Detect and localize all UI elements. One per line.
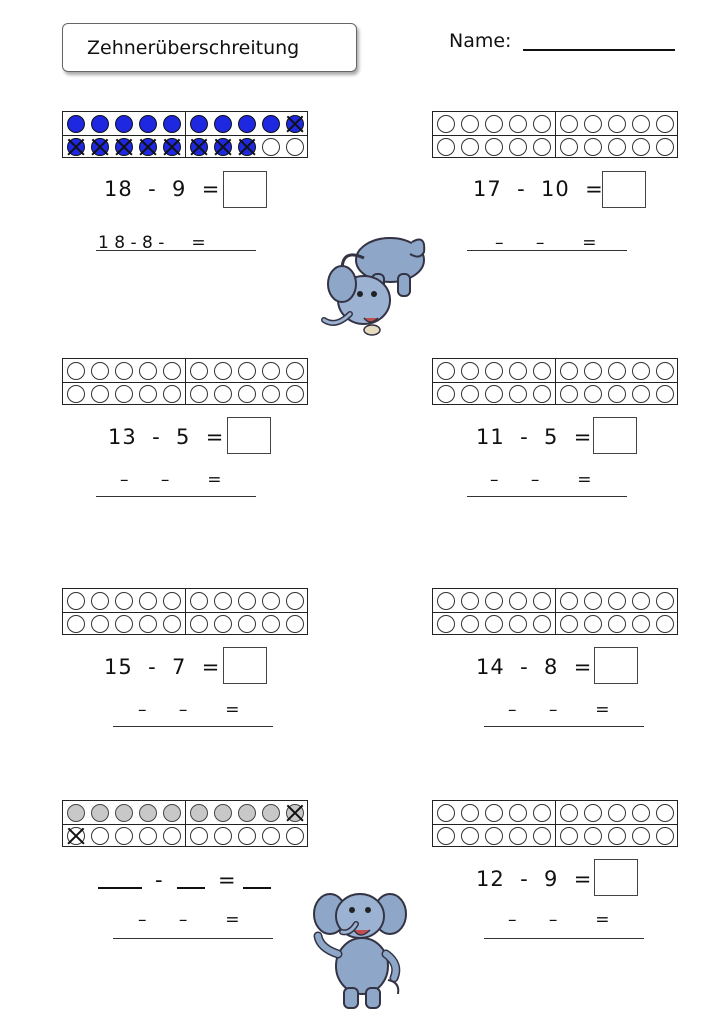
counter-dot: [286, 138, 304, 156]
counter-dot: [632, 827, 650, 845]
counter-dot: [509, 115, 527, 133]
counter-dot: [238, 385, 256, 403]
counter-dot: [238, 804, 256, 822]
counter-dot: [238, 362, 256, 380]
counter-dot: [286, 115, 304, 133]
counter-dot: [190, 615, 208, 633]
counter-dot: [214, 804, 232, 822]
counter-dot: [139, 115, 157, 133]
counter-dot: [67, 615, 85, 633]
counter-dot: [608, 362, 626, 380]
counter-dot: [139, 615, 157, 633]
counter-dot: [584, 615, 602, 633]
counter-dot: [632, 385, 650, 403]
counter-dot: [632, 138, 650, 156]
counter-dot: [656, 138, 674, 156]
equation-1: 18 - 9 =: [104, 177, 221, 201]
counter-dot: [509, 615, 527, 633]
counter-dot: [656, 592, 674, 610]
counter-dot: [214, 615, 232, 633]
counter-dot: [608, 592, 626, 610]
counter-dot: [67, 592, 85, 610]
answer-box-6[interactable]: [594, 647, 638, 684]
counter-dot: [656, 362, 674, 380]
counter-dot: [560, 827, 578, 845]
name-label: Name:: [449, 30, 512, 52]
counter-dot: [286, 592, 304, 610]
counter-dot: [67, 827, 85, 845]
counter-dot: [286, 827, 304, 845]
counter-dot: [461, 804, 479, 822]
counter-dot: [115, 804, 133, 822]
counter-dot: [656, 615, 674, 633]
counter-dot: [262, 615, 280, 633]
counter-dot: [214, 827, 232, 845]
counter-dot: [533, 362, 551, 380]
counter-dot: [115, 592, 133, 610]
counter-dot: [485, 615, 503, 633]
counter-dot: [190, 138, 208, 156]
counter-dot: [437, 385, 455, 403]
counter-dot: [91, 592, 109, 610]
counter-dot: [67, 362, 85, 380]
counter-dot: [262, 385, 280, 403]
counter-dot: [608, 615, 626, 633]
counter-dot: [262, 115, 280, 133]
counter-dot: [437, 592, 455, 610]
counter-dot: [584, 138, 602, 156]
counter-dot: [262, 827, 280, 845]
counter-dot: [67, 138, 85, 156]
counter-dot: [461, 615, 479, 633]
counter-dot: [238, 592, 256, 610]
equation-5: 15 - 7 =: [104, 655, 221, 679]
counter-dot: [584, 385, 602, 403]
counter-dot: [584, 115, 602, 133]
counter-dot: [485, 804, 503, 822]
ten-frame-1: [62, 111, 308, 158]
counter-dot: [139, 827, 157, 845]
work-line-1: 1 8 - 8 - =: [98, 233, 206, 253]
counter-dot: [632, 804, 650, 822]
counter-dot: [509, 804, 527, 822]
equation-4: 11 - 5 =: [476, 425, 593, 449]
answer-box-4[interactable]: [593, 417, 637, 454]
minus-sign-7: -: [155, 868, 164, 892]
counter-dot: [91, 615, 109, 633]
counter-dot: [139, 385, 157, 403]
work-line-7: – – =: [138, 910, 240, 930]
counter-dot: [608, 385, 626, 403]
counter-dot: [115, 827, 133, 845]
ten-frame-8: [432, 800, 678, 847]
elephant-waving-icon: [310, 884, 410, 1014]
counter-dot: [461, 115, 479, 133]
counter-dot: [437, 138, 455, 156]
counter-dot: [91, 804, 109, 822]
elephant-handstand-icon: [312, 222, 432, 340]
counter-dot: [608, 115, 626, 133]
ten-frame-2: [432, 111, 678, 158]
counter-dot: [190, 592, 208, 610]
counter-dot: [485, 385, 503, 403]
counter-dot: [560, 362, 578, 380]
counter-dot: [560, 615, 578, 633]
counter-dot: [139, 804, 157, 822]
counter-dot: [608, 804, 626, 822]
counter-dot: [91, 138, 109, 156]
counter-dot: [560, 115, 578, 133]
counter-dot: [485, 115, 503, 133]
work-underline-8: [484, 938, 644, 939]
title-text: Zehnerüberschreitung: [87, 36, 300, 59]
work-line-3: – – =: [120, 470, 222, 490]
counter-dot: [584, 362, 602, 380]
counter-dot: [238, 615, 256, 633]
counter-dot: [115, 615, 133, 633]
counter-dot: [163, 592, 181, 610]
equation-3: 13 - 5 =: [108, 425, 225, 449]
counter-dot: [584, 827, 602, 845]
counter-dot: [437, 362, 455, 380]
counter-dot: [509, 592, 527, 610]
work-line-6: – – =: [508, 700, 610, 720]
counter-dot: [214, 592, 232, 610]
counter-dot: [461, 592, 479, 610]
counter-dot: [163, 827, 181, 845]
counter-dot: [437, 615, 455, 633]
blank-result-7[interactable]: [243, 887, 271, 889]
counter-dot: [214, 138, 232, 156]
counter-dot: [91, 115, 109, 133]
counter-dot: [238, 827, 256, 845]
counter-dot: [163, 115, 181, 133]
counter-dot: [656, 385, 674, 403]
work-underline-7: [113, 938, 273, 939]
work-underline-3: [96, 496, 256, 497]
counter-dot: [91, 385, 109, 403]
blank-minuend-7[interactable]: [98, 887, 142, 889]
counter-dot: [533, 827, 551, 845]
counter-dot: [485, 827, 503, 845]
ten-frame-4: [432, 358, 678, 405]
counter-dot: [67, 385, 85, 403]
counter-dot: [509, 385, 527, 403]
counter-dot: [262, 592, 280, 610]
counter-dot: [560, 592, 578, 610]
equals-sign-7: =: [218, 868, 237, 892]
counter-dot: [533, 804, 551, 822]
counter-dot: [560, 804, 578, 822]
answer-box-8[interactable]: [594, 859, 638, 896]
counter-dot: [560, 138, 578, 156]
blank-subtrahend-7[interactable]: [177, 887, 205, 889]
counter-dot: [163, 804, 181, 822]
counter-dot: [533, 115, 551, 133]
counter-dot: [91, 362, 109, 380]
counter-dot: [533, 385, 551, 403]
counter-dot: [190, 804, 208, 822]
equation-2: 17 - 10 =: [473, 177, 604, 201]
answer-box-1[interactable]: [223, 171, 267, 208]
counter-dot: [163, 138, 181, 156]
work-underline-1: [96, 250, 256, 251]
counter-dot: [437, 827, 455, 845]
counter-dot: [485, 592, 503, 610]
answer-box-3[interactable]: [227, 417, 271, 454]
counter-dot: [139, 362, 157, 380]
counter-dot: [67, 804, 85, 822]
counter-dot: [608, 138, 626, 156]
equation-6: 14 - 8 =: [476, 655, 593, 679]
counter-dot: [533, 138, 551, 156]
counter-dot: [656, 804, 674, 822]
counter-dot: [163, 615, 181, 633]
counter-dot: [115, 115, 133, 133]
counter-dot: [632, 115, 650, 133]
counter-dot: [238, 115, 256, 133]
counter-dot: [632, 362, 650, 380]
counter-dot: [115, 362, 133, 380]
counter-dot: [190, 362, 208, 380]
name-field-line[interactable]: [523, 49, 675, 51]
ten-frame-6: [432, 588, 678, 635]
counter-dot: [533, 615, 551, 633]
counter-dot: [139, 592, 157, 610]
counter-dot: [163, 362, 181, 380]
ten-frame-7: [62, 800, 308, 847]
answer-box-2[interactable]: [602, 171, 646, 208]
counter-dot: [115, 385, 133, 403]
counter-dot: [214, 362, 232, 380]
counter-dot: [461, 385, 479, 403]
answer-box-5[interactable]: [223, 647, 267, 684]
equation-8: 12 - 9 =: [476, 867, 593, 891]
worksheet-title: [62, 23, 357, 72]
counter-dot: [461, 138, 479, 156]
ten-frame-3: [62, 358, 308, 405]
counter-dot: [286, 615, 304, 633]
counter-dot: [238, 138, 256, 156]
counter-dot: [214, 385, 232, 403]
counter-dot: [214, 115, 232, 133]
work-line-5: – – =: [138, 700, 240, 720]
counter-dot: [262, 362, 280, 380]
counter-dot: [584, 804, 602, 822]
counter-dot: [190, 115, 208, 133]
counter-dot: [560, 385, 578, 403]
work-line-4: – – =: [490, 470, 592, 490]
counter-dot: [67, 115, 85, 133]
counter-dot: [509, 138, 527, 156]
counter-dot: [286, 362, 304, 380]
work-line-2: – – =: [495, 233, 597, 253]
work-underline-4: [467, 496, 627, 497]
work-underline-6: [484, 726, 644, 727]
counter-dot: [584, 592, 602, 610]
counter-dot: [632, 592, 650, 610]
counter-dot: [485, 138, 503, 156]
counter-dot: [286, 385, 304, 403]
counter-dot: [286, 804, 304, 822]
counter-dot: [437, 115, 455, 133]
counter-dot: [437, 804, 455, 822]
counter-dot: [91, 827, 109, 845]
work-line-8: – – =: [508, 910, 610, 930]
counter-dot: [262, 804, 280, 822]
work-underline-2: [467, 250, 627, 251]
counter-dot: [190, 827, 208, 845]
counter-dot: [632, 615, 650, 633]
work-underline-5: [113, 726, 273, 727]
ten-frame-5: [62, 588, 308, 635]
counter-dot: [485, 362, 503, 380]
counter-dot: [509, 362, 527, 380]
counter-dot: [115, 138, 133, 156]
counter-dot: [461, 362, 479, 380]
counter-dot: [656, 115, 674, 133]
counter-dot: [461, 827, 479, 845]
counter-dot: [608, 827, 626, 845]
counter-dot: [139, 138, 157, 156]
counter-dot: [656, 827, 674, 845]
counter-dot: [262, 138, 280, 156]
counter-dot: [533, 592, 551, 610]
counter-dot: [509, 827, 527, 845]
counter-dot: [190, 385, 208, 403]
counter-dot: [163, 385, 181, 403]
